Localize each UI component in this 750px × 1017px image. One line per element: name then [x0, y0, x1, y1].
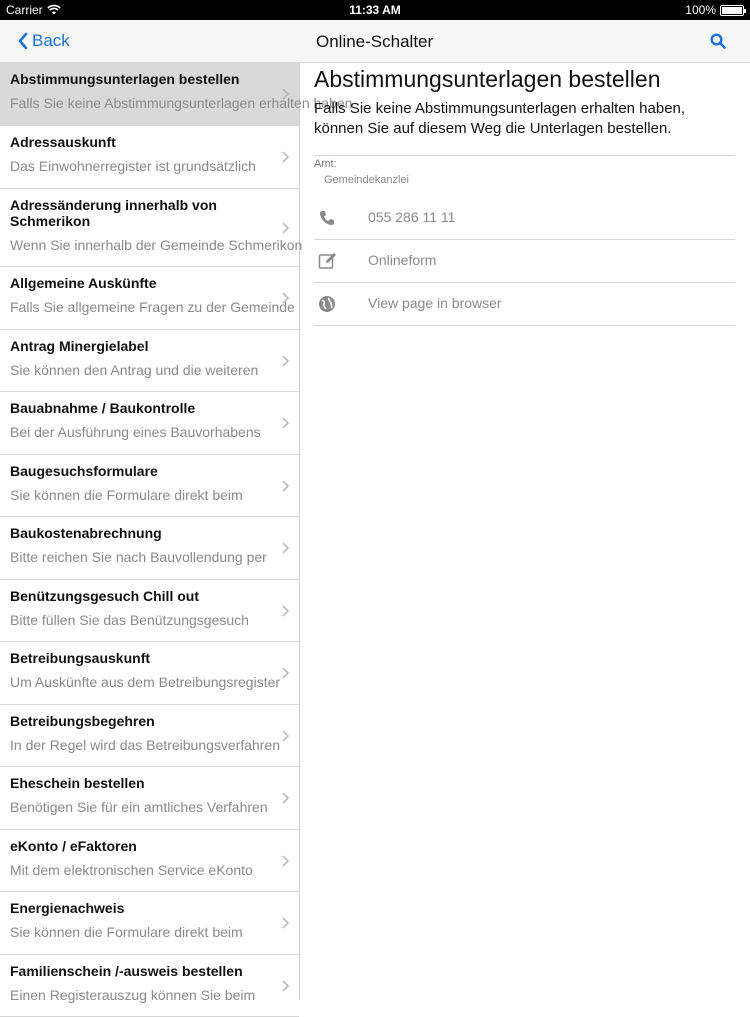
list-item-subtitle: Bitte reichen Sie nach Bauvollendung per [10, 549, 267, 565]
list-item-title: Benützungsgesuch Chill out [10, 588, 199, 604]
list-item-title: Antrag Minergielabel [10, 338, 149, 354]
edit-icon [318, 252, 338, 270]
list-item[interactable] [0, 392, 299, 455]
list-item-subtitle: Falls Sie keine Abstimmungsunterlagen erhalten haben [10, 95, 353, 111]
list-item[interactable] [0, 892, 299, 955]
list-item-title: Betreibungsbegehren [10, 713, 155, 729]
chevron-right-icon [282, 222, 289, 234]
list-item-subtitle: Um Auskünfte aus dem Betreibungsregister [10, 674, 281, 690]
view-in-browser-label: View page in browser [368, 295, 502, 311]
list-item-subtitle: Einen Registerauszug können Sie beim [10, 987, 256, 1003]
chevron-right-icon [282, 980, 289, 992]
list-item-subtitle: Bei der Ausführung eines Bauvorhabens [10, 424, 261, 440]
list-item[interactable] [0, 705, 299, 767]
service-list[interactable] [0, 63, 353, 1003]
list-item-title: Adressänderung innerhalb von Schmerikon [10, 197, 217, 229]
amt-value: Gemeindekanzlei [324, 174, 409, 186]
chevron-right-icon [282, 667, 289, 679]
onlineform-label: Onlineform [368, 252, 437, 268]
chevron-left-icon [18, 33, 28, 49]
detail-pane [300, 63, 750, 1000]
detail-description: Falls Sie keine Abstimmungsunterlagen erhalten haben, können Sie auf diesem Weg die Unterlagen bestellen. [314, 100, 686, 137]
phone-number: 055 286 11 11 [368, 209, 456, 225]
list-item-title: Familienschein /-ausweis bestellen [10, 963, 243, 979]
list-item[interactable] [0, 267, 299, 330]
list-item-title: Baukostenabrechnung [10, 525, 162, 541]
amt-label: Amt: [314, 158, 337, 170]
list-item-title: Abstimmungsunterlagen bestellen [10, 71, 240, 87]
chevron-right-icon [282, 730, 289, 742]
list-item-subtitle: Bitte füllen Sie das Benützungsgesuch [10, 612, 249, 628]
list-item-title: Bauabnahme / Baukontrolle [10, 400, 196, 416]
chevron-right-icon [282, 292, 289, 304]
chevron-right-icon [282, 917, 289, 929]
chevron-right-icon [282, 88, 289, 100]
list-item[interactable] [0, 455, 299, 517]
list-item-title: eKonto / eFaktoren [10, 838, 137, 854]
list-item-subtitle: Sie können die Formulare direkt beim [10, 924, 243, 940]
search-button[interactable] [710, 33, 726, 54]
phone-action[interactable] [314, 197, 735, 239]
browser-action[interactable] [314, 283, 735, 325]
list-item[interactable] [0, 517, 299, 580]
list-item-subtitle: In der Regel wird das Betreibungsverfahren [10, 737, 281, 753]
list-item[interactable] [0, 955, 299, 1017]
divider [314, 325, 735, 326]
list-item[interactable] [0, 126, 299, 189]
divider [314, 155, 735, 156]
chevron-right-icon [282, 792, 289, 804]
chevron-right-icon [282, 855, 289, 867]
battery-icon [720, 5, 744, 16]
chevron-right-icon [282, 480, 289, 492]
list-item[interactable] [0, 767, 299, 830]
list-item-title: Energienachweis [10, 900, 125, 916]
list-item-title: Allgemeine Auskünfte [10, 275, 157, 291]
list-item-title: Baugesuchsformulare [10, 463, 158, 479]
carrier-label: Carrier [6, 3, 43, 17]
back-button[interactable] [18, 31, 70, 51]
chevron-right-icon [282, 542, 289, 554]
list-item-subtitle: Benötigen Sie für ein amtliches Verfahren [10, 799, 268, 815]
list-item-subtitle: Sie können den Antrag und die weiteren [10, 362, 259, 378]
detail-title: Abstimmungsunterlagen bestellen [314, 66, 661, 92]
status-bar [0, 0, 750, 20]
list-item[interactable] [0, 642, 299, 705]
list-item[interactable] [0, 580, 299, 642]
list-item-title: Adressauskunft [10, 134, 116, 150]
chevron-right-icon [282, 355, 289, 367]
chevron-right-icon [282, 417, 289, 429]
list-item[interactable] [0, 189, 303, 267]
list-item[interactable] [0, 63, 353, 126]
back-label: Back [32, 31, 70, 50]
onlineform-action[interactable] [314, 240, 735, 282]
list-item[interactable] [0, 330, 299, 392]
nav-bar [0, 20, 750, 63]
list-item-title: Eheschein bestellen [10, 775, 145, 791]
list-item-subtitle: Mit dem elektronischen Service eKonto [10, 862, 253, 878]
list-item[interactable] [0, 830, 299, 892]
search-icon [710, 33, 726, 49]
battery-percent: 100% [685, 3, 716, 17]
nav-title: Online-Schalter [316, 32, 434, 51]
status-right [685, 3, 744, 17]
list-item-subtitle: Sie können die Formulare direkt beim [10, 487, 243, 503]
list-item-subtitle: Falls Sie allgemeine Fragen zu der Gemeinde [10, 299, 295, 315]
chevron-right-icon [282, 605, 289, 617]
list-item-title: Betreibungsauskunft [10, 650, 151, 666]
status-time: 11:33 AM [349, 3, 401, 17]
globe-icon [318, 295, 336, 313]
chevron-right-icon [282, 151, 289, 163]
list-item-subtitle: Wenn Sie innerhalb der Gemeinde Schmerikon [10, 237, 303, 253]
list-item-subtitle: Das Einwohnerregister ist grundsätzlich [10, 158, 256, 174]
phone-icon [318, 209, 336, 227]
